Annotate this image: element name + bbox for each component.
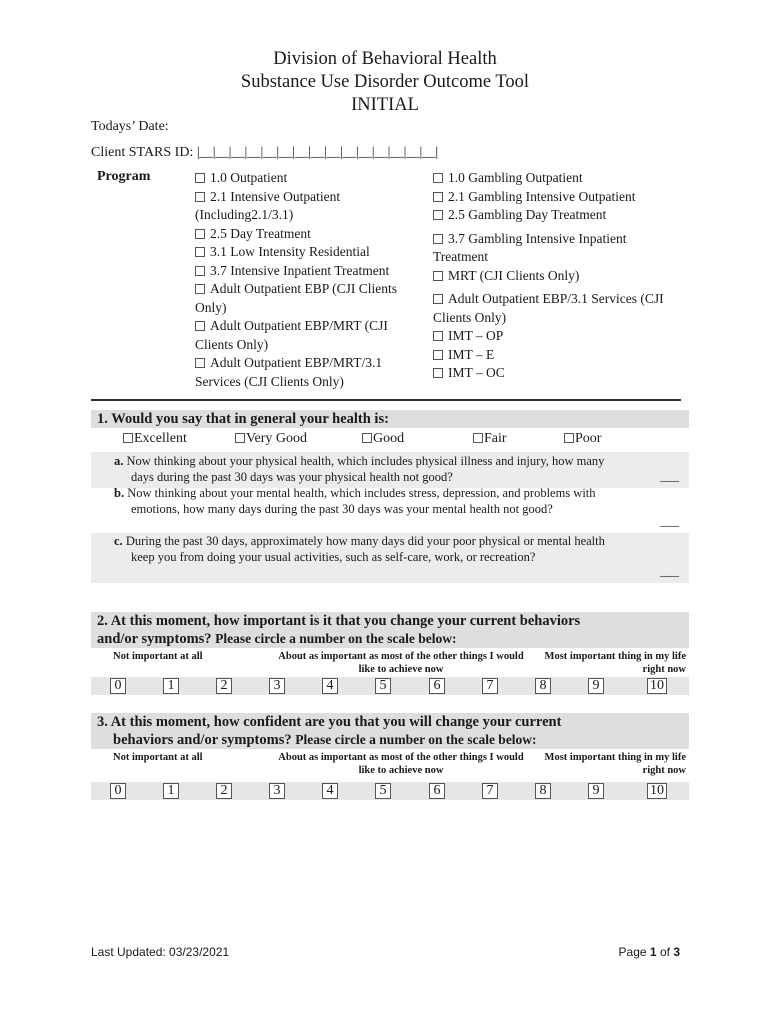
checkbox[interactable] xyxy=(195,321,205,331)
question-1c-text: During the past 30 days, approximately how many days did your poor physical or mental health keep you from doing your usual activities, such as self-care, work, or recreation? xyxy=(125,534,605,564)
page-number: Page 1 of 3 xyxy=(618,945,680,959)
todays-date-label: Todays’ Date: xyxy=(91,119,169,134)
checkbox[interactable] xyxy=(433,350,443,360)
program-option[interactable]: 2.5 Gambling Day Treatment xyxy=(433,206,673,225)
checkbox[interactable] xyxy=(433,368,443,378)
scale-option[interactable]: 9 xyxy=(588,783,604,799)
scale-option[interactable]: 7 xyxy=(482,678,498,694)
question-1b-text: Now thinking about your mental health, which includes stress, depression, and problems with emotions, how many days during the past 30 days was your mental health not good? xyxy=(127,486,596,516)
question-1-title: 1. Would you say that in general your health is: xyxy=(91,410,689,428)
question-2-instruction: Please circle a number on the scale below: xyxy=(215,631,457,646)
checkbox[interactable] xyxy=(433,234,443,244)
scale-option[interactable]: 8 xyxy=(535,783,551,799)
question-2-scale xyxy=(91,677,689,695)
program-option[interactable]: 3.7 Intensive Inpatient Treatment xyxy=(195,262,423,281)
scale-option[interactable]: 7 xyxy=(482,783,498,799)
section-divider xyxy=(91,399,681,401)
program-option[interactable]: 3.1 Low Intensity Residential xyxy=(195,243,423,262)
checkbox[interactable] xyxy=(195,192,205,202)
question-1b: b. Now thinking about your mental health, which includes stress, depression, and problems with emotions, how many days during the past 30 days was your mental health not good? ___ xyxy=(114,486,679,528)
scale-option[interactable]: 8 xyxy=(535,678,551,694)
checkbox[interactable] xyxy=(235,433,245,443)
health-option-excellent[interactable]: Excellent xyxy=(123,431,187,447)
scale-option[interactable]: 0 xyxy=(110,783,126,799)
checkbox[interactable] xyxy=(433,331,443,341)
scale-option[interactable]: 5 xyxy=(375,678,391,694)
program-option[interactable]: 2.1 Intensive Outpatient (Including2.1/3.1) xyxy=(195,188,341,222)
scale-option[interactable]: 4 xyxy=(322,678,338,694)
scale-label-mid: About as important as most of the other things I would like to achieve now xyxy=(278,651,524,675)
program-option[interactable]: 1.0 Gambling Outpatient xyxy=(433,169,673,188)
last-updated: Last Updated: 03/23/2021 xyxy=(91,945,230,959)
question-1c-answer-blank[interactable]: ___ xyxy=(660,564,679,578)
program-options-right xyxy=(433,169,673,383)
scale-option[interactable]: 3 xyxy=(269,678,285,694)
scale-label-high: Most important thing in my life right now xyxy=(544,752,686,776)
scale-option[interactable]: 10 xyxy=(647,678,667,694)
checkbox[interactable] xyxy=(433,210,443,220)
scale-option[interactable]: 2 xyxy=(216,783,232,799)
scale-option[interactable]: 9 xyxy=(588,678,604,694)
program-option[interactable]: 2.5 Day Treatment xyxy=(195,225,423,244)
program-label: Program xyxy=(97,169,151,184)
health-option-good[interactable]: Good xyxy=(362,431,404,447)
health-option-fair[interactable]: Fair xyxy=(473,431,507,447)
program-option[interactable]: IMT – OP xyxy=(433,327,673,346)
form-header xyxy=(0,48,770,117)
program-option[interactable]: Adult Outpatient EBP/MRT/3.1 Services (CJI Clients Only) xyxy=(195,355,383,389)
scale-label-mid: About as important as most of the other things I would like to achieve now xyxy=(278,752,524,776)
header-division: Division of Behavioral Health xyxy=(273,49,497,69)
scale-label-high: Most important thing in my life right now xyxy=(544,651,686,675)
client-stars-id-field[interactable]: |__|__|__|__|__|__|__|__|__|__|__|__|__|__|__| xyxy=(196,145,438,160)
scale-option[interactable]: 10 xyxy=(647,783,667,799)
checkbox[interactable] xyxy=(195,173,205,183)
scale-option[interactable]: 2 xyxy=(216,678,232,694)
scale-option[interactable]: 4 xyxy=(322,783,338,799)
program-option[interactable]: IMT – OC xyxy=(433,364,673,383)
question-1a-text: Now thinking about your physical health, which includes physical illness and injury, how many days during the past 30 days was your physical health not good? xyxy=(126,454,605,484)
checkbox[interactable] xyxy=(195,266,205,276)
scale-option[interactable]: 1 xyxy=(163,783,179,799)
scale-option[interactable]: 6 xyxy=(429,678,445,694)
checkbox[interactable] xyxy=(195,284,205,294)
question-2-title: 2. At this moment, how important is it that you change your current behaviors and/or symptoms? Please circle a number on the scale below: xyxy=(91,612,689,648)
program-option[interactable]: Adult Outpatient EBP/3.1 Services (CJI Clients Only) xyxy=(433,291,664,325)
checkbox[interactable] xyxy=(433,173,443,183)
question-1-options xyxy=(91,428,689,452)
program-options-left xyxy=(195,169,423,391)
scale-option[interactable]: 5 xyxy=(375,783,391,799)
header-tool-name: Substance Use Disorder Outcome Tool xyxy=(240,72,530,92)
checkbox[interactable] xyxy=(433,294,443,304)
health-option-very-good[interactable]: Very Good xyxy=(235,431,307,447)
question-1c: c. During the past 30 days, approximately how many days did your poor physical or mental health keep you from doing your usual activities, such as self-care, work, or recreation? ___ xyxy=(91,533,689,583)
scale-label-low: Not important at all xyxy=(113,651,203,662)
header-form-type: INITIAL xyxy=(351,95,419,115)
checkbox[interactable] xyxy=(433,192,443,202)
checkbox[interactable] xyxy=(564,433,574,443)
program-option[interactable]: Adult Outpatient EBP (CJI Clients Only) xyxy=(195,281,397,315)
client-stars-id-label: Client STARS ID: xyxy=(91,145,194,160)
question-3-instruction: Please circle a number on the scale below: xyxy=(295,732,537,747)
checkbox[interactable] xyxy=(433,271,443,281)
checkbox[interactable] xyxy=(473,433,483,443)
checkbox[interactable] xyxy=(195,358,205,368)
client-stars-id-row xyxy=(91,145,438,161)
program-option[interactable]: 3.7 Gambling Intensive Inpatient Treatment xyxy=(433,230,627,264)
checkbox[interactable] xyxy=(195,229,205,239)
scale-option[interactable]: 3 xyxy=(269,783,285,799)
scale-label-low: Not important at all xyxy=(113,752,203,763)
scale-option[interactable]: 1 xyxy=(163,678,179,694)
question-3-scale xyxy=(91,782,689,800)
program-option[interactable]: 1.0 Outpatient xyxy=(195,169,423,188)
health-option-poor[interactable]: Poor xyxy=(564,431,601,447)
question-1a-answer-blank[interactable]: ___ xyxy=(660,469,679,483)
question-1b-answer-blank[interactable]: ___ xyxy=(660,514,679,528)
checkbox[interactable] xyxy=(195,247,205,257)
question-1a: a. Now thinking about your physical health, which includes physical illness and injury, how many days during the past 30 days was your physical health not good? ___ xyxy=(91,452,689,488)
scale-option[interactable]: 0 xyxy=(110,678,126,694)
program-option[interactable]: 2.1 Gambling Intensive Outpatient xyxy=(433,188,673,207)
program-option[interactable]: Adult Outpatient EBP/MRT (CJI Clients Only) xyxy=(195,318,388,352)
question-3-title: 3. At this moment, how confident are you that you will change your current behaviors and/or symptoms? Please circle a number on the scale below: xyxy=(91,713,689,749)
scale-option[interactable]: 6 xyxy=(429,783,445,799)
checkbox[interactable] xyxy=(362,433,372,443)
program-option[interactable]: MRT (CJI Clients Only) xyxy=(433,267,673,286)
program-option[interactable]: IMT – E xyxy=(433,346,673,365)
checkbox[interactable] xyxy=(123,433,133,443)
